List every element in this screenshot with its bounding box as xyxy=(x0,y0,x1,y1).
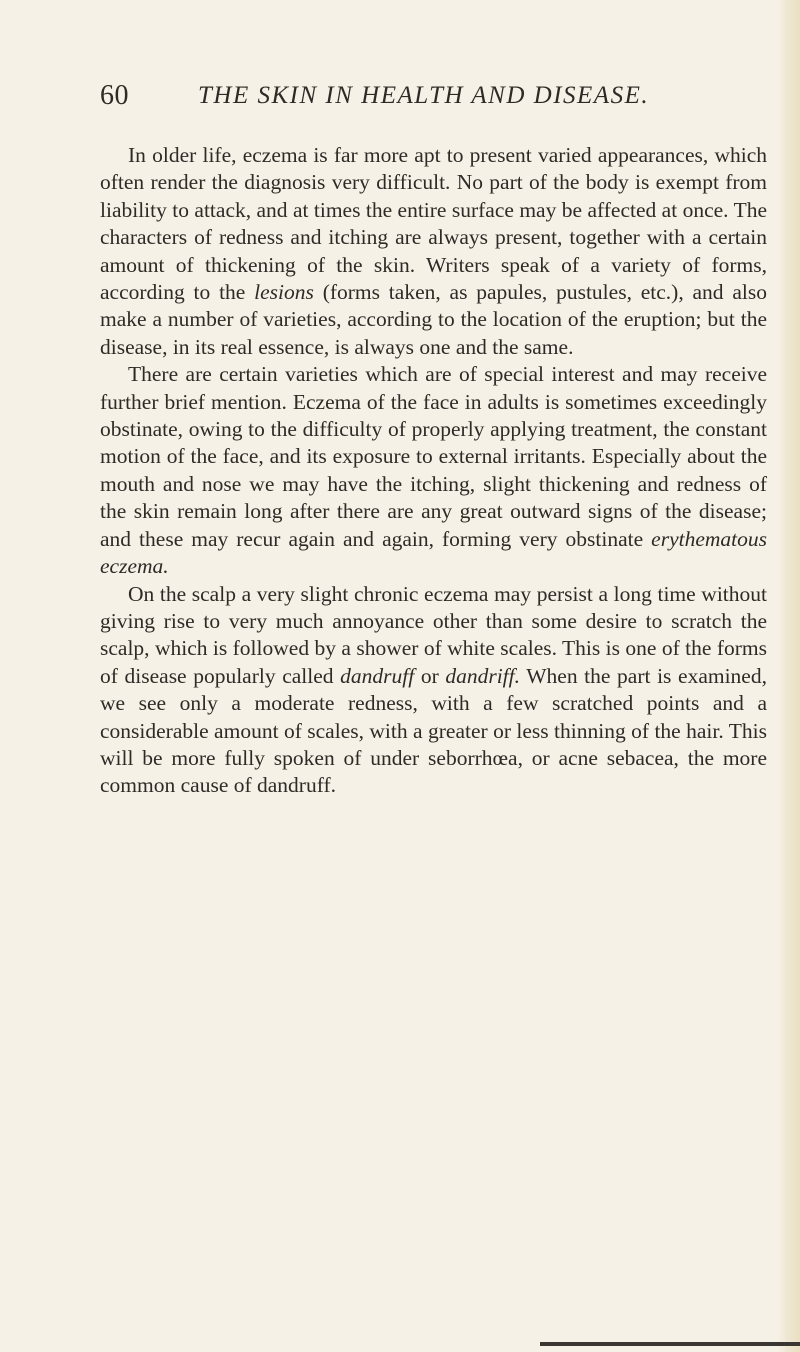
bottom-edge-rule xyxy=(540,1342,800,1346)
body-text xyxy=(100,142,767,800)
italic-term-dandruff: dandruff xyxy=(340,663,415,688)
text-run: There are certain varieties which are of special interest and may receive further brief mention. Eczema of the face in adults is sometimes exceedingly obstinate, owing to the difficulty of properly applying treatment, the constant motion of the face, and its exposure to external irritants. Especially about the mouth and nose we may have the itching, slight thickening and redness of the skin remain long after there are any great outward signs of the disease; and these may recur again and again, forming very obstinate xyxy=(100,362,767,551)
running-title: THE SKIN IN HEALTH AND DISEASE. xyxy=(198,82,650,109)
text-run: On the scalp a very slight chronic eczema may persist a long time without giving rise to very much annoyance other than some desire to scratch the scalp, which is followed by a shower of white scales. This is one of the forms of disease popularly called xyxy=(100,581,767,688)
paragraph-scalp-eczema xyxy=(100,581,767,800)
italic-term-dandriff: dandriff. xyxy=(445,663,521,688)
italic-term-lesions: lesions xyxy=(254,280,314,305)
text-run: When the part is examined, we see only a moderate redness, with a few scratched points and a considerable amount of scales, with a greater or less thinning of the hair. This will be more fully spoken of under seborrhœa, or acne sebacea, the more common cause of dandruff. xyxy=(100,663,767,798)
paragraph-adult-eczema xyxy=(100,142,767,361)
text-run: In older life, eczema is far more apt to present varied appearances, which often render the diagnosis very difficult. No part of the body is exempt from liability to attack, and at times the entire surface may be affected at once. The characters of redness and itching are always present, together with a certain amount of thickening of the skin. Writers speak of a variety of forms, according to the xyxy=(100,143,767,305)
page-edge-shading xyxy=(778,0,800,1352)
paragraph-face-eczema xyxy=(100,361,767,580)
page-header xyxy=(100,78,760,118)
text-run: or xyxy=(414,663,446,688)
text-run: (forms taken, as papules, pustules, etc.), and also make a number of varieties, according to the location of the eruption; but the disease, in its real essence, is always one and the same. xyxy=(100,280,767,359)
page-number: 60 xyxy=(100,80,129,111)
italic-term-erythematous-eczema: erythematous eczema. xyxy=(100,526,767,579)
